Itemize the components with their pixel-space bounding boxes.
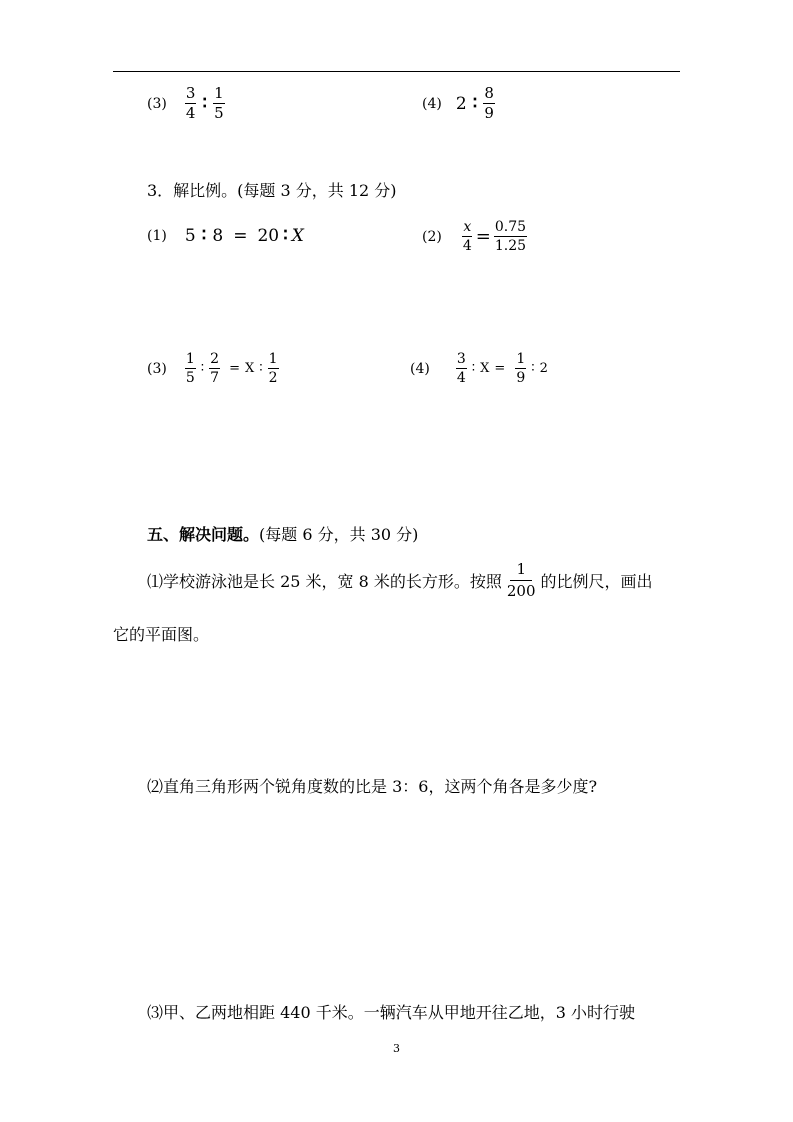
fraction-denominator: 9 — [516, 370, 526, 386]
fraction-numerator: 1 — [185, 351, 195, 367]
proportion-item-3 — [147, 352, 279, 385]
fraction — [456, 352, 467, 385]
fraction-numerator: 1 — [268, 351, 278, 367]
fraction-denominator: 4 — [185, 104, 196, 122]
proportion-item-2 — [422, 220, 527, 253]
item-number: (2) — [422, 228, 442, 245]
header-rule — [113, 71, 680, 72]
fraction — [268, 352, 279, 385]
fraction-denominator: 5 — [185, 370, 195, 386]
page-number: 3 — [393, 1042, 400, 1055]
equals-sign: = — [475, 226, 491, 247]
fraction-denominator: 2 — [268, 370, 278, 386]
fraction-numerator: x — [463, 219, 472, 235]
equals-sign: = — [494, 361, 506, 376]
ratio-item-3 — [147, 86, 225, 121]
ratio-colon: ∶ — [259, 361, 263, 376]
fraction-denominator: 4 — [456, 370, 466, 386]
problem-3: ⑶甲、乙两地相距 440 千米。一辆汽车从甲地开往乙地，3 小时行驶 — [147, 1003, 635, 1022]
fraction-denominator: 200 — [506, 582, 536, 600]
ratio-colon: ∶ — [201, 225, 207, 246]
problem-1-text-cont: 的比例尺，画出 — [540, 572, 653, 591]
proportion-item-1 — [147, 225, 304, 246]
problem-1 — [147, 562, 653, 599]
ratio-term: 2 — [539, 361, 548, 376]
unknown-variable: X — [244, 361, 255, 376]
fraction-numerator: 3 — [456, 351, 466, 367]
fraction-numerator: 2 — [210, 351, 220, 367]
fraction — [209, 352, 220, 385]
section-5-score-note: (每题 6 分，共 30 分) — [259, 525, 419, 544]
fraction-numerator: 3 — [185, 84, 196, 102]
ratio-colon: ∶ — [471, 361, 476, 376]
fraction-numerator: 1 — [510, 562, 532, 581]
problem-2: ⑵直角三角形两个锐角度数的比是 3：6，这两个角各是多少度? — [147, 777, 598, 796]
ratio-term: 8 — [212, 225, 224, 246]
item-number: (3) — [147, 95, 167, 112]
fraction-denominator: 7 — [210, 370, 220, 386]
scale-fraction — [505, 562, 538, 599]
fraction-numerator: 1 — [516, 351, 526, 367]
section-3-title: 3．解比例。(每题 3 分，共 12 分) — [147, 181, 397, 200]
ratio-item-4 — [422, 86, 495, 121]
fraction — [462, 220, 473, 253]
equals-sign: = — [233, 225, 248, 246]
fraction-numerator: 8 — [484, 84, 494, 102]
ratio-term: 20 — [257, 225, 280, 246]
unknown-variable: X — [480, 361, 490, 376]
item-number: (3) — [147, 360, 167, 377]
ratio-term: 5 — [184, 225, 196, 246]
fraction — [213, 86, 225, 121]
fraction-denominator: 4 — [462, 238, 472, 254]
ratio-colon: ∶ — [531, 361, 535, 376]
fraction — [185, 86, 197, 121]
fraction-denominator: 5 — [214, 104, 224, 122]
proportion-item-4 — [410, 352, 548, 385]
problem-1-text: ⑴学校游泳池是长 25 米，宽 8 米的长方形。按照 — [147, 572, 502, 591]
unknown-variable: X — [291, 225, 304, 246]
section-5-title — [147, 522, 418, 545]
fraction — [185, 352, 196, 385]
ratio-term: 2 — [455, 93, 467, 114]
ratio-colon: ∶ — [283, 225, 288, 246]
fraction — [483, 86, 495, 121]
ratio-colon: ∶ — [202, 93, 208, 114]
fraction-denominator: 1.25 — [494, 238, 527, 254]
fraction-numerator: 1 — [214, 84, 224, 102]
item-number: (4) — [410, 360, 430, 377]
item-number: (4) — [422, 95, 442, 112]
ratio-colon: ∶ — [472, 93, 478, 114]
problem-1-line-2: 它的平面图。 — [113, 625, 210, 644]
fraction-denominator: 9 — [484, 104, 494, 122]
section-5-heading: 五、解决问题。 — [147, 525, 260, 544]
fraction — [515, 352, 526, 385]
equals-sign: = — [229, 361, 240, 376]
fraction-numerator: 0.75 — [494, 219, 527, 235]
fraction — [494, 220, 527, 253]
item-number: (1) — [147, 227, 167, 244]
ratio-colon: ∶ — [200, 361, 205, 376]
